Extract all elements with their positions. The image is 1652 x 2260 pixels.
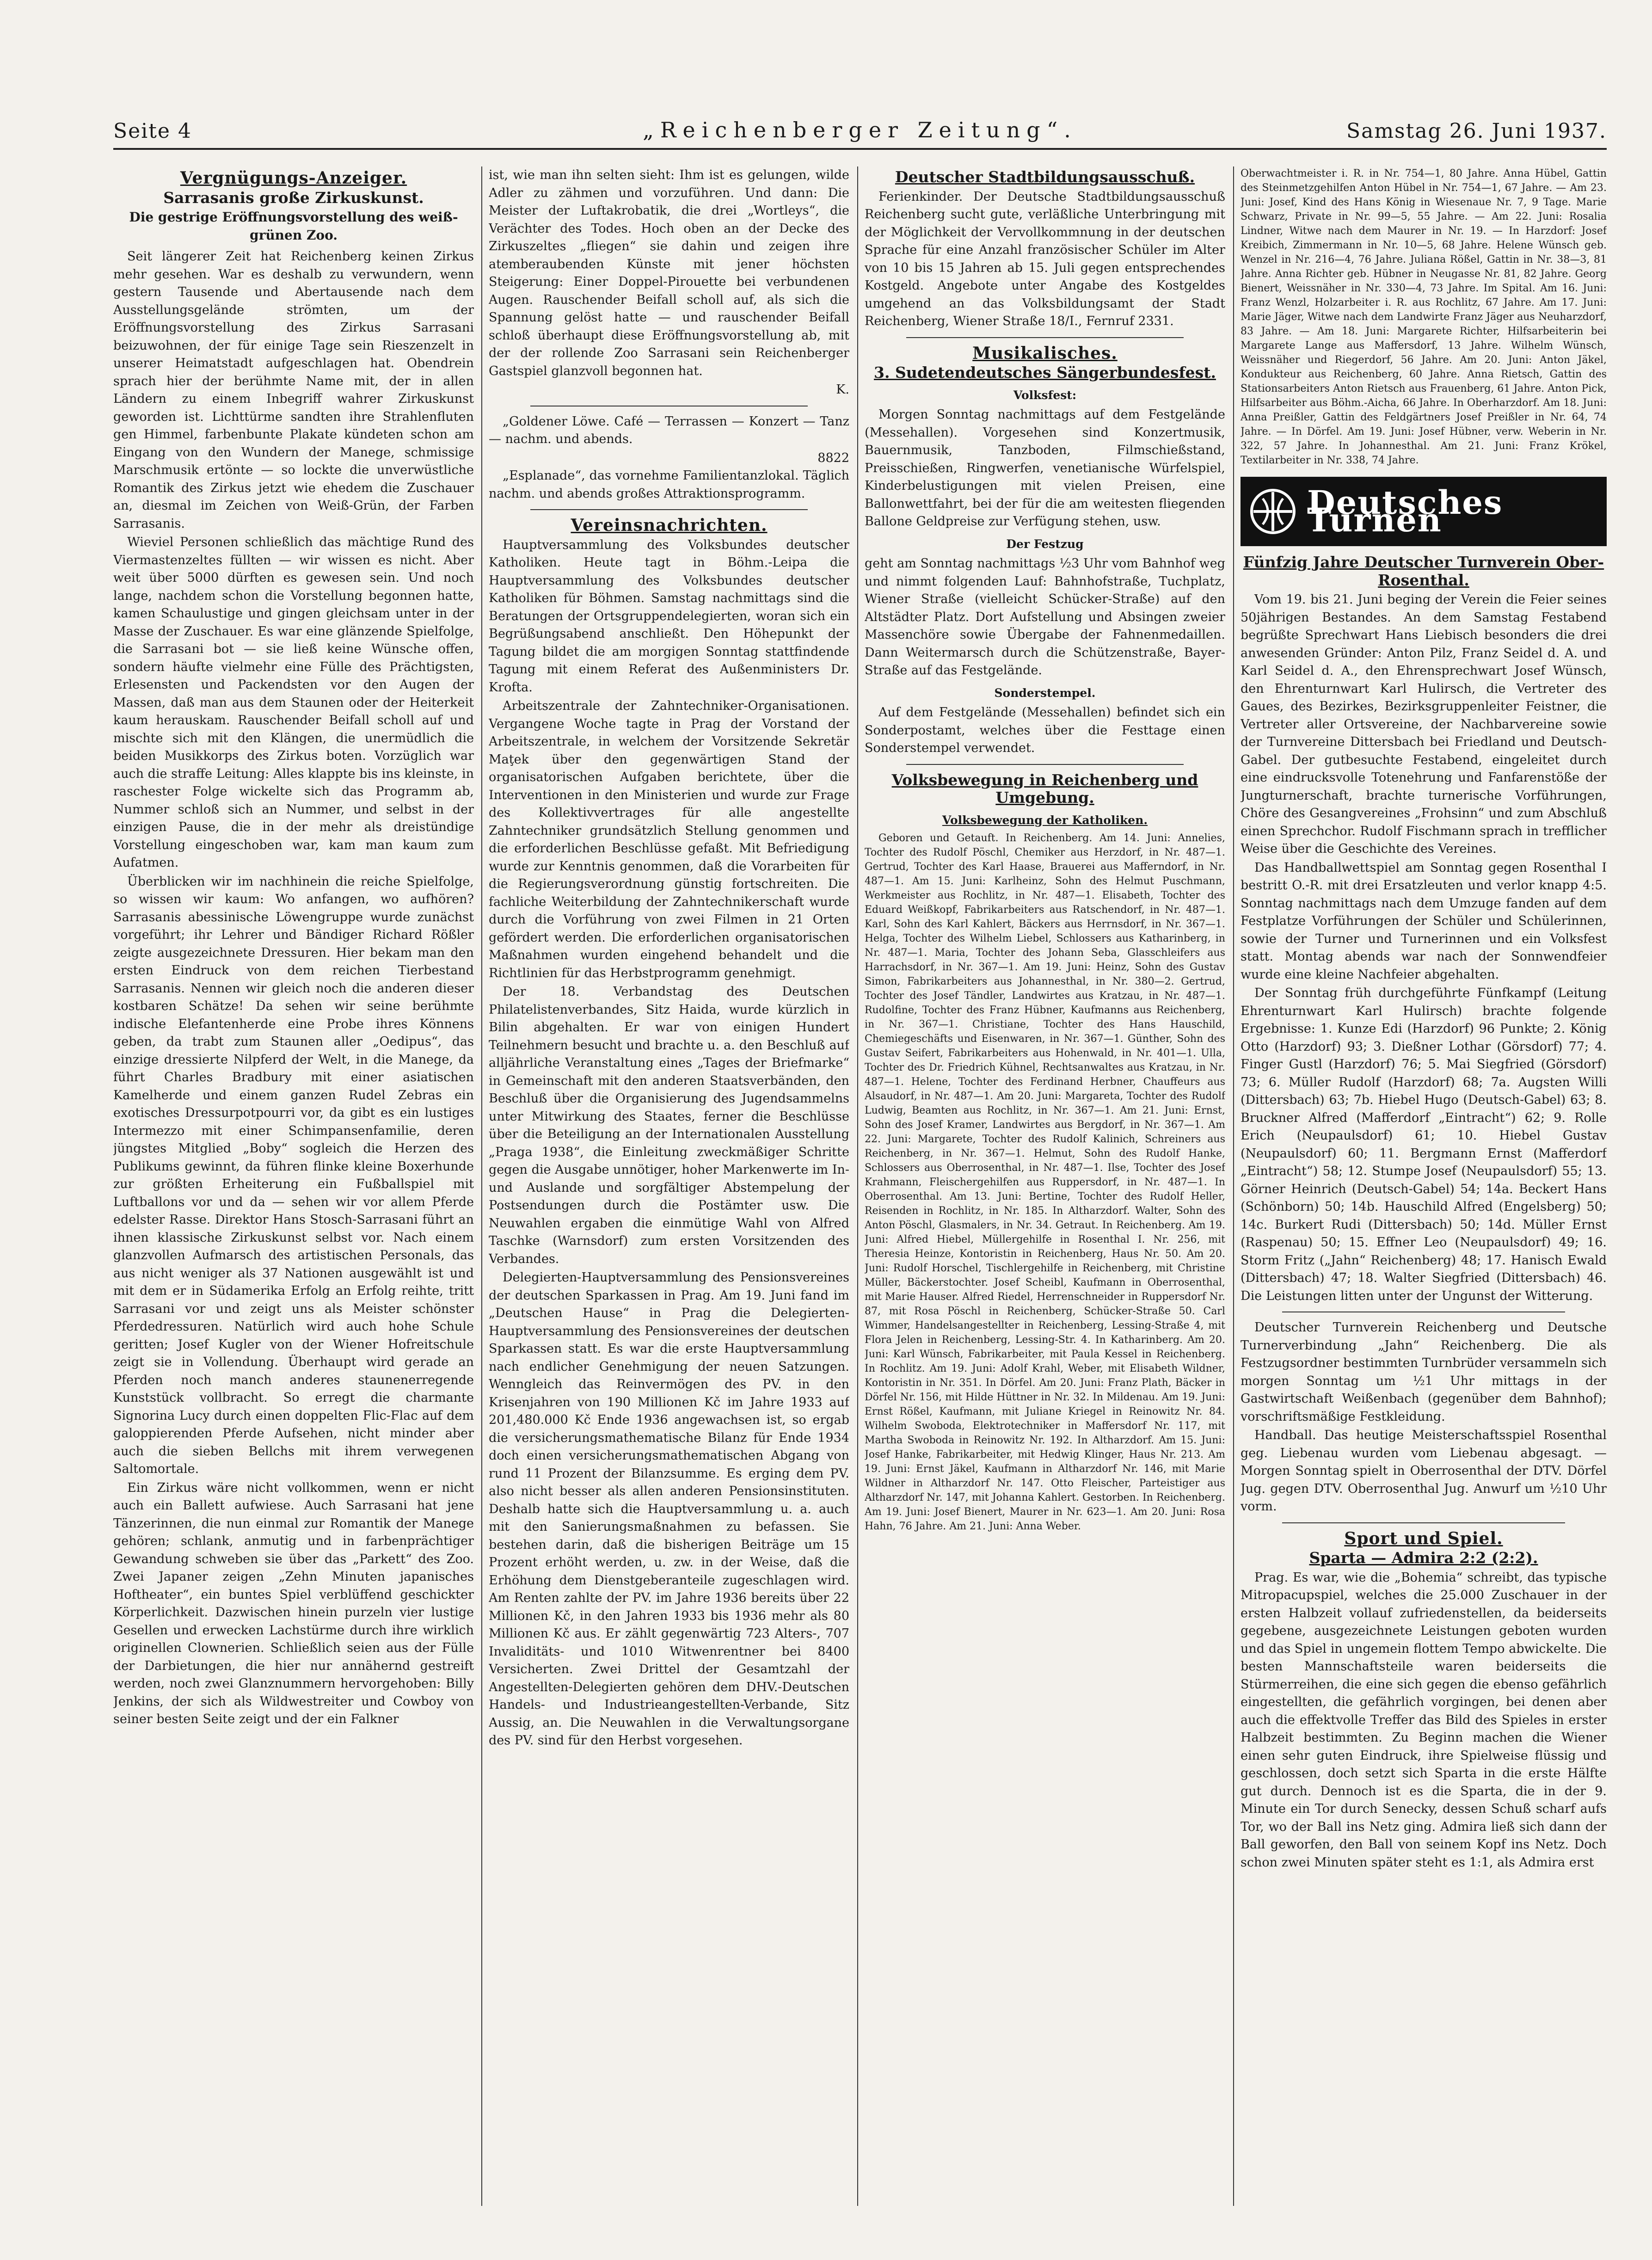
- article-paragraph: Der 18. Verbandstag des Deutschen Philatelistenverbandes, Sitz Haida, wurde kürzlich in Bilin abgehalten. Er war von einigen Hundert Teilnehmern besucht und brachte u. a. den Beschluß auf alljährliche Veranstaltung eines „Tages der Briefmarke“ in Gemeinschaft mit den anderen Staatsverbänden, den Beschluß über die Organisierung des Jugendsammelns unter Mitwirkung des Staates, ferner die Beschlüsse über die Beteiligung an der Internationalen Ausstellung „Praga 1938“, die Einleitung zweckmäßiger Schritte gegen die Ausgabe unnötiger, hoher Markenwerte im In- und Auslande und sorgfältiger Abstempelung der Postsendungen durch die Postämter usw. Die Neuwahlen ergaben die einmütige Wahl von Alfred Taschke (Warnsdorf) zum ersten Vorsitzenden des Verbandes.: [489, 985, 849, 1266]
- page-number: Seite 4: [113, 119, 192, 143]
- issue-date: Samstag 26. Juni 1937.: [1346, 119, 1607, 143]
- advertisement: „Goldener Löwe. Café — Terrassen — Konzert — Tanz — nachm. und abends.: [489, 414, 849, 446]
- ad-number: 8822: [817, 450, 849, 465]
- column-4: [1241, 166, 1607, 2206]
- article-paragraph: Das Handballwettspiel am Sonntag gegen Rosenthal I bestritt O.-R. mit drei Ersatzleuten und verlor knapp 4:5. Sonntag nachmittags nach dem Umzuge fanden auf dem Festplatze Vorführungen der Schüler und Schülerinnen, sowie der Turner und Turnerinnen und ein Volksfest statt. Montag abends war nach der Sonnwendfeier wurde eine kleine Nachfeier abgehalten.: [1241, 860, 1607, 982]
- separator: [530, 509, 808, 510]
- article-paragraph: Vom 19. bis 21. Juni beging der Verein die Feier seines 50jährigen Bestandes. An dem Samstag Festabend begrüßte Sprechwart Hans Liebisch besonders die drei anwesenden Gründer: Anton Pilz, Franz Seidel d. A. und Karl Seidel d. A., den Ehrensprechwart Josef Wünsch, den Ehrenturnwart Karl Hulirsch, die Vertreter des Gaues, des Bezirkes, Bezirksgruppenleiter Feistner, die Vertreter aller Ortsvereine, der Nachbarvereine sowie der Turnvereine Dittersbach bei Friedland und Deutsch-Gabel. Der gutbesuchte Festabend, eingeleitet durch eine eindrucksvolle Totenehrung und Fanfarenstöße der Jungturnerschaft, brachte turnerische Vorführungen, Chöre des Gesangvereines „Frohsinn“ und zum Abschluß einen Sprechchor. Rudolf Fischmann sprach in trefflicher Weise über die Geschichte des Vereines.: [1241, 592, 1607, 856]
- separator: [906, 337, 1184, 338]
- advertisement: „Esplanade“, das vornehme Familientanzlokal. Täglich nachm. und abends großes Attraktionsprogramm.: [489, 468, 849, 501]
- column-divider: [481, 166, 482, 2206]
- article-paragraph: Prag. Es war, wie die „Bohemia“ schreibt, das typische Mitropacupspiel, welches die 25.000 Zuschauer in der ersten Halbzeit vollauf zufriedenstellen, da beiderseits gegebene, ausgezeichnete Leistungen geboten wurden und das Spiel in ungemein flottem Tempo abwickelte. Die besten Mannschaftsteile waren beiderseits die Stürmerreihen, die eine sich gegen die ebenso gefährlich eingestellten, die gefährlich vorgingen, bei denen aber auch die effektvolle Treffer das Bild des Spieles in erster Halbzeit bestimmten. Zu Beginn machen die Wiener einen sehr guten Eindruck, ihre Spielweise flüssig und geschlossen, doch setzt sich Sparta in die erste Hälfte gut durch. Dennoch ist es die Sparta, die in der 9. Minute ein Tor durch Senecky, dessen Schuß scharf aufs Tor, wo der Ball ins Netz ging. Admira ließ sich dann der Ball geworfen, den Ball von seinem Kopf ins Netz. Doch schon zwei Minuten später steht es 1:1, als Admira erst: [1241, 1570, 1607, 1870]
- article-paragraph: geht am Sonntag nachmittags ½3 Uhr vom Bahnhof weg und nimmt folgenden Lauf: Bahnhofstraße, Tuchplatz, Wiener Straße (vielleicht Schücker-Straße) auf den Altstädter Platz. Dort Aufstellung und Absingen zweier Massenchöre sowie Übergabe der Fahnenmedaillen. Dann Weitermarsch durch die Schützenstraße, Bayer-Straße auf das Festgelände.: [865, 556, 1225, 677]
- column-1: [113, 166, 474, 2206]
- column-2: [489, 166, 849, 2206]
- section-heading: Sport und Spiel.: [1344, 1528, 1503, 1548]
- author-signature: K.: [836, 382, 849, 397]
- article-paragraph: Ein Zirkus wäre nicht vollkommen, wenn er nicht auch ein Ballett aufwiese. Auch Sarrasani hat jene Tänzerinnen, die nun einmal zur Romantik der Manege gehören; schlank, anmutig und in farbenprächtiger Gewandung schweben sie über das „Parkett“ des Zoo. Zwei Japaner zeigen „Zehn Minuten japanisches Hoftheater“, ein buntes Spiel verblüffend geschickter Körperlichkeit. Dazwischen hinein purzeln vier lustige Gesellen und erwecken Lachstürme durch ihre wirklich originellen Clownerien. Schließlich seien aus der Fülle der Darbietungen, die hier nur annähernd gestreift werden, noch zwei Glanznummern hervorgehoben: Billy Jenkins, der sich als Wildwestreiter und Cowboy von seiner besten Seite zeigt und der ein Falkner: [113, 1480, 474, 1726]
- article-paragraph: Morgen Sonntag nachmittags auf dem Festgelände (Messehallen). Vorgesehen sind Konzertmusik, Bauernmusik, Tanzboden, Filmschießstand, Preisschießen, Ringwerfen, venetianische Würfelspiel, Kinderbelustigungen mit vielen Preisen, eine Ballonwettfahrt, bei der für die am weitesten fliegenden Ballone Geldpreise zur Verfügung stehen, usw.: [865, 407, 1225, 529]
- newspaper-page: [113, 116, 1607, 2206]
- page-header: [113, 116, 1607, 150]
- article-paragraph: Der Sonntag früh durchgeführte Fünfkampf (Leitung Ehrenturnwart Karl Hulirsch) brachte folgende Ergebnisse: 1. Kunze Edi (Harzdorf) 96 Punkte; 2. König Otto (Harzdorf) 93; 3. Dießner Lothar (Görsdorf) 77; 4. Finger Gustl (Harzdorf) 76; 5. Mai Siegfried (Görsdorf) 73; 6. Müller Rudolf (Harzdorf) 68; 7a. Augsten Willi (Dittersbach) 63; 7b. Hiebel Hugo (Deutsch-Gabel) 63; 8. Bruckner Alfred (Mafferdorf „Eintracht“) 62; 9. Rolle Erich (Neupaulsdorf) 61; 10. Hiebel Gustav (Neupaulsdorf) 60; 11. Bergmann Ernst (Mafferdorf „Eintracht“) 58; 12. Stumpe Josef (Neupaulsdorf) 55; 13. Görner Heinrich (Deutsch-Gabel) 54; 14a. Beckert Hans (Schönborn) 50; 14b. Hauschild Alfred (Engelsberg) 50; 14c. Burkert Rudi (Dittersbach) 50; 14d. Müller Ernst (Raspenau) 50; 15. Effner Leo (Neupaulsdorf) 49; 16. Storm Fritz („Jahn“ Reichenberg) 48; 17. Hanisch Ewald (Dittersbach) 47; 18. Walter Siegfried (Dittersbach) 46. Die Leistungen litten unter der Ungunst der Witterung.: [1241, 986, 1607, 1303]
- subheading: Volksbewegung der Katholiken.: [942, 813, 1148, 827]
- column-divider: [1233, 166, 1234, 2206]
- article-paragraph: Arbeitszentrale der Zahntechniker-Organisationen. Vergangene Woche tagte in Prag der Vorstand der Arbeitszentrale, in welchem der Vorsitzende Sekretär Maţek über den gegenwärtigen Stand der organisatorischen Aufgaben berichtete, über die Interventionen in den Ministerien und wurde zur Frage des Kollektivvertrages für alle angestellte Zahntechniker grundsätzlich Stellung genommen und die erforderlichen Beschlüsse gefaßt. Mit Befriedigung wurde zur Kenntnis genommen, daß die Vorarbeiten für die Regierungsverordnung günstig fortschreiten. Die fachliche Weiterbildung der Zahntechnikerschaft wurde durch die Vorführung von zwei Filmen in 21 Orten gefördert werden. Die erforderlichen organisatorischen Maßnahmen wurden eingehend behandelt und die Richtlinien für das Herbstprogramm genehmigt.: [489, 699, 849, 980]
- article-paragraph: Seit längerer Zeit hat Reichenberg keinen Zirkus mehr gesehen. War es deshalb zu verwundern, wenn gestern Tausende und Abertausende nach dem Ausstellungsgelände strömten, um der Eröffnungsvorstellung des Zirkus Sarrasani beizuwohnen, der für einige Tage sein Rieszenzelt in unserer Heimatstadt aufgeschlagen hat. Obendrein sprach hier der berühmte Name mit, der in allen Ländern zu einem Inbegriff wahrer Zirkuskunst geworden ist. Lichttürme sandten ihre Strahlenfluten gen Himmel, farbenbunte Plakate kündeten schon am Eingang von den Wundern der Manege, schmissige Marschmusik ertönte — so lockte die unverwüstliche Romantik des Zirkus jetzt wie ehedem die Zuschauer an, diesmal im Zeichen von Weiß-Grün, der Farben Sarrasanis.: [113, 249, 474, 531]
- section-banner: [1241, 477, 1607, 546]
- article-paragraph: Überblicken wir im nachhinein die reiche Spielfolge, so wissen wir kaum: Wo anfangen, wo aufhören? Sarrasanis abessinische Löwengruppe wurde zunächst vorgeführt; ihr Lehrer und Bändiger Richard Rößler zeigte ausgezeichnete Dressuren. Hier bekam man den ersten Eindruck von dem reichen Tierbestand Sarrasanis. Nennen wir gleich noch die anderen dieser kostbaren Schätze! Da sehen wir seine berühmte indische Elefantenherde eine Probe ihres Könnens geben, da trabt zum Staunen aller „Oedipus“, das einzige dressierte Nilpferd der Welt, in die Manege, da führt Charles Bradbury mit einer asiatischen Kamelherde und einem ganzen Rudel Zebras ein exotisches Dressurpotpourri vor, da gibt es ein lustiges Intermezzo mit einer Schimpansenfamilie, deren jüngstes Mitglied „Boby“ sogleich die Herzen des Publikums gewinnt, da führen flinke kleine Boxerhunde zur größten Erheiterung ein Fußballspiel mit Luftballons vor und da — sehen wir vor allem Pferde edelster Rasse. Direktor Hans Stosch-Sarrasani führt an ihnen klassische Zirkuskunst selbst vor. Nach einem glanzvollen Aufmarsch des artistischen Personals, das aus nicht weniger als 37 Nationen ausgewählt ist und mit dem er in Südamerika Erfolg an Erfolg reihte, tritt Sarrasani vor und zeigt uns als Meister schönster Pferdedressuren. Natürlich wird auch hohe Schule geritten; Josef Kugler von der Wiener Hofreitschule zeigt sie in Vollendung. Überhaupt wird gerade an Pferden noch manch anderes staunenerregende Kunststück vollbracht. So erregt die charmante Signorina Lucy durch einen doppelten Flic-Flac auf dem galoppierenden Pferde Aufsehen, nicht minder aber auch die sieben Bellchs mit ihrem verwegenen Saltomortale.: [113, 874, 474, 1476]
- article-paragraph: Wieviel Personen schließlich das mächtige Rund des Viermastenzeltes füllten — wir wissen es nicht. Aber weit über 5000 dürften es gewesen sein. Und noch lange, nachdem schon die Vorstellung begonnen hatte, kamen Schaulustige und gingen gleichsam unter in der Masse der Zuschauer. Es war eine glänzende Spielfolge, die Sarrasani bot — sie ließ keine Wünsche offen, sondern häufte vielmehr eine Fülle des Prächtigsten, Erlesensten und Packendsten vor den Augen der Massen, daß man aus dem Staunen oder der Heiterkeit kaum herauskam. Rauschender Beifall scholl auf und mischte sich mit den Klängen, die unermüdlich die beiden Musikkorps des Zirkus boten. Vorzüglich war auch die straffe Leitung: Alles klappte bis ins kleinste, in raschester Folge wickelte sich das Programm ab, Nummer schloß sich an Nummer, und selbst in der einzigen Pause, die in der mehr als dreistündige Vorstellung eingeschoben war, kam man kaum zum Aufatmen.: [113, 535, 474, 870]
- registry-listing: Geboren und Getauft. In Reichenberg. Am 14. Juni: Annelies, Tochter des Rudolf Pöschl, Chemiker aus Herzdorf, in Nr. 487—1. Gertrud, Tochter des Karl Haase, Brauerei aus Mafferndorf, in Nr. 487—1. Am 15. Juni: Karlheinz, Sohn des Helmut Puschmann, Werkmeister aus Rochlitz, in Nr. 487—1. Elisabeth, Tochter des Eduard Weißkopf, Fabrikarbeiters aus Ratschendorf, in Nr. 487—1. Karl, Sohn des Karl Kahlert, Bäckers aus Herrnsdorf, in Nr. 367—1. Helga, Tochter des Wilhelm Liebel, Schlossers aus Katharinberg, in Nr. 487—1. Maria, Tochter des Johann Seba, Glasschleifers aus Harrachsdorf, in Nr. 367—1. Am 19. Juni: Heinz, Sohn des Gustav Simon, Fabrikarbeiters aus Johannesthal, in Nr. 380—2. Gertrud, Tochter des Josef Tändler, Landwirtes aus Kratzau, in Nr. 487—1. Rudolfine, Tochter des Franz Hübner, Kaufmanns aus Reichenberg, in Nr. 367—1. Christiane, Tochter des Hans Hauschild, Chemiegeschäfts und Eisenwaren, in Nr. 367—1. Günther, Sohn des Gustav Seifert, Fabrikarbeiters aus Hohenwald, in Nr. 401—1. Ulla, Tochter des Dr. Friedrich Kühnel, Rechtsanwaltes aus Kratzau, in Nr. 487—1. Helene, Tochter des Ferdinand Herbner, Chauffeurs aus Alsaudorf, in Nr. 487—1. Am 20. Juni: Margareta, Tochter des Rudolf Ludwig, Beamten aus Rochlitz, in Nr. 367—1. Am 21. Juni: Ernst, Sohn des Josef Kramer, Landwirtes aus Bergdorf, in Nr. 367—1. Am 22. Juni: Margarete, Tochter des Rudolf Kalinich, Schreiners aus Reichenberg, in Nr. 367—1. Helmut, Sohn des Rudolf Hanke, Schlossers aus Oberrosenthal, in Nr. 487—1. Ilse, Tochter des Josef Krahmann, Fleischergehilfen aus Ruppersdorf, in Nr. 487—1. In Oberrosenthal. Am 13. Juni: Bertine, Tochter des Rudolf Heller, Reisenden in Rochlitz, in Nr. 185. In Altharzdorf. Walter, Sohn des Anton Pöschl, Glasmalers, in Nr. 34. Getraut. In Reichenberg. Am 19. Juni: Alfred Hiebel, Müllergehilfe in Rosenthal I. Nr. 256, mit Theresia Heinze, Kontoristin in Reichenberg, Haus Nr. 50. Am 20. Juni: Rudolf Horschel, Tischlergehilfe in Reichenberg, mit Christine Müller, Bäckerstochter. Josef Scheibl, Kaufmann in Oberrosenthal, mit Marie Hauser. Alfred Riedel, Herrenschneider in Ruppersdorf Nr. 87, mit Rosa Pöschl in Reichenberg, Schücker-Straße 50. Carl Wimmer, Handelsangestellter in Reichenberg, Lessing-Straße 4, mit Flora Jelen in Reichenberg, Lessing-Str. 4. In Katharinberg. Am 20. Juni: Karl Wünsch, Fabrikarbeiter, mit Paula Kessel in Reichenberg. In Rochlitz. Am 19. Juni: Adolf Krahl, Weber, mit Elisabeth Wildner, Kontoristin in Nr. 351. In Dörfel. Am 20. Juni: Franz Plath, Bäcker in Dörfel Nr. 156, mit Hilde Hüttner in Nr. 32. In Mildenau. Am 19. Juni: Ernst Rößel, Kaufmann, mit Juliane Kriegel in Reinowitz Nr. 84. Wilhelm Swoboda, Elektrotechniker in Maffersdorf Nr. 117, mit Martha Swoboda in Reinowitz Nr. 192. In Altharzdorf. Am 15. Juni: Josef Hanke, Fabrikarbeiter, mit Hedwig Klinger, Haus Nr. 213. Am 19. Juni: Ernst Jäkel, Kaufmann in Altharzdorf Nr. 146, mit Marie Wildner in Altharzdorf Nr. 147. Otto Fleischer, Parteistiger aus Altharzdorf Nr. 147, mit Johanna Kahlert. Gestorben. In Reichenberg. Am 19. Juni: Josef Bienert, Maurer in Nr. 623—1. Am 20. Juni: Rosa Hahn, 76 Jahre. Am 21. Juni: Anna Weber.: [865, 832, 1225, 1532]
- article-headline: Sarrasanis große Zirkuskunst.: [163, 188, 424, 207]
- section-heading: Deutscher Stadtbildungsausschuß.: [895, 168, 1195, 186]
- section-heading: Vergnügungs-Anzeiger.: [180, 168, 407, 188]
- subheading: Volksfest:: [1013, 388, 1077, 402]
- separator: [1282, 1522, 1565, 1523]
- article-paragraph: Hauptversammlung des Volksbundes deutscher Katholiken. Heute tagt in Böhm.-Leipa die Hauptversammlung des Volksbundes deutscher Katholiken für Böhmen. Samstag nachmittags sind die Beratungen der Ortsgruppendelegierten, woran sich ein Begrüßungsabend anschließt. Den Höhepunkt der Tagung bildet die am morgigen Sonntag stattfindende Tagung mit einem Referat des Außenministers Dr. Krofta.: [489, 537, 849, 695]
- subheading: Der Festzug: [1006, 537, 1084, 551]
- section-heading: Musikalisches.: [972, 343, 1118, 363]
- article-paragraph: Deutscher Turnverein Reichenberg und Deutsche Turnerverbindung „Jahn“ Reichenberg. Die als Festzugsordner bestimmten Turnbrüder versammeln sich morgen Sonntag um ½1 Uhr mittags in der Gastwirtschaft Weißenbach (gegenüber dem Bahnhof); vorschriftsmäßige Festkleidung.: [1241, 1320, 1607, 1424]
- column-3: [865, 166, 1225, 2206]
- separator: [906, 764, 1184, 765]
- article-paragraph: Handball. Das heutige Meisterschaftsspiel Rosenthal geg. Liebenau wurden vom Liebenau abgesagt. — Morgen Sonntag spielt in Oberrosenthal der DTV. Dörfel Jug. gegen DTV. Oberrosenthal Jug. Anwurf um ½10 Uhr vorm.: [1241, 1428, 1607, 1514]
- article-headline: Fünfzig Jahre Deutscher Turnverein Ober-Rosenthal.: [1243, 553, 1604, 589]
- article-paragraph: Delegierten-Hauptversammlung des Pensionsvereines der deutschen Sparkassen in Prag. Am 19. Juni fand im „Deutschen Hause“ in Prag die Delegierten-Hauptversammlung des Pensionsvereines der deutschen Sparkassen statt. Es war die erste Hauptversammlung nach endlicher Genehmigung der neuen Satzungen. Wenngleich das Reinvermögen des PV. in den Krisenjahren von 190 Millionen Kč im Jahre 1933 auf 201,480.000 Kč Ende 1936 angewachsen ist, so ergab die versicherungsmathematische Bilanz für Ende 1934 doch einen versicherungsmathematischen Abgang von rund 11 Prozent der Bilanzsumme. Es erging dem PV. also nicht besser als allen anderen Pensionsinstituten. Deshalb hatte sich die Hauptversammlung u. a. auch mit den Sanierungsmaßnahmen zu befassen. Sie bestehen darin, daß die bisherigen Beiträge um 15 Prozent erhöht werden, u. zw. in der Weise, daß die Erhöhung dem Dienstgeberanteile zugeschlagen wird. Am Renten zahlte der PV. im Jahre 1936 bereits über 22 Millionen Kč, in den Jahren 1933 bis 1936 mehr als 80 Millionen Kč aus. Er zählt gegenwärtig 723 Alters-, 707 Invaliditäts- und 1010 Witwenrentner bei 8400 Versicherten. Zwei Drittel der Gesamtzahl der Angestellten-Delegierten gehören dem DHV.-Deutschen Handels- und Industrieangestellten-Verbande, Sitz Aussig, an. Die Neuwahlen in die Verwaltungsorgane des PV. sind für den Herbst vorgesehen.: [489, 1270, 849, 1748]
- article-headline: 3. Sudetendeutsches Sängerbundesfest.: [874, 363, 1216, 382]
- column-divider: [857, 166, 858, 2206]
- registry-listing: Oberwachtmeister i. R. in Nr. 754—1, 80 Jahre. Anna Hübel, Gattin des Steinmetzgehilfen Anton Hübel in Nr. 754—1, 67 Jahre. — Am 23. Juni: Josef, Kind des Hans König in Wiesenaue Nr. 7, 9 Tage. Marie Schwarz, Private in Nr. 99—5, 55 Jahre. — Am 22. Juni: Rosalia Lindner, Witwe nach dem Maurer in Nr. 19. — In Harzdorf: Josef Kreibich, Zimmermann in Nr. 10—5, 68 Jahre. Helene Wünsch geb. Wenzel in Nr. 216—4, 76 Jahre. Juliana Rößel, Gattin in Nr. 38—3, 81 Jahre. Anna Richter geb. Hübner in Neugasse Nr. 81, 82 Jahre. Georg Bienert, Weissnäher in Nr. 330—4, 73 Jahre. Im Spital. Am 16. Juni: Franz Wenzl, Holzarbeiter i. R. aus Rochlitz, 67 Jahre. Am 17. Juni: Marie Jäger, Witwe nach dem Landwirte Franz Jäger aus Neuharzdorf, 83 Jahre. — Am 18. Juni: Margarete Richter, Hilfsarbeiterin bei Margarete Lange aus Maffersdorf, 13 Jahre. Wilhelm Wünsch, Weissnäher und Riegerdorf, 56 Jahre. Am 20. Juni: Anton Jäkel, Kondukteur aus Reichenberg, 60 Jahre. Anna Rietsch, Gattin des Stationsarbeiters Anton Rietsch aus Frauenberg, 61 Jahre. Anton Pick, Hilfsarbeiter aus Böhm.-Aicha, 66 Jahre. In Oberharzdorf. Am 18. Juni: Anna Preißler, Gattin des Feldgärtners Josef Preißler in Nr. 64, 74 Jahre. — In Dörfel. Am 19. Juni: Josef Hübner, verw. Weberin in Nr. 322, 57 Jahre. In Johannesthal. Am 21. Juni: Franz Krökel, Textilarbeiter in Nr. 338, 74 Jahre.: [1241, 168, 1607, 466]
- turner-cross-icon: [1250, 488, 1296, 535]
- article-subhead: Die gestrige Eröffnungsvorstellung des weiß-grünen Zoo.: [129, 209, 458, 243]
- article-paragraph: Ferienkinder. Der Deutsche Stadtbildungsausschuß Reichenberg sucht gute, verläßliche Unterbringung mit der Möglichkeit der Vervollkommnung in der deutschen Sprache für eine Anzahl französischer Schüler im Alter von 10 bis 15 Jahren ab 15. Juli gegen entsprechendes Kostgeld. Angebote unter Angabe des Kostgeldes umgehend an das Volksbildungsamt der Stadt Reichenberg, Wiener Straße 18/I., Fernruf 2331.: [865, 189, 1225, 328]
- section-heading: Vereinsnachrichten.: [571, 516, 768, 535]
- subheading: Sonderstempel.: [994, 686, 1096, 700]
- newspaper-title: „Reichenberger Zeitung“.: [643, 117, 1077, 142]
- banner-title: Deutsches Turnen: [1307, 483, 1503, 539]
- article-paragraph: ist, wie man ihn selten sieht: Ihm ist es gelungen, wilde Adler zu zähmen und vorzuführen. Und dann: Die Meister der Luftakrobatik, die drei „Wortleys“, die Verächter des Todes. Hoch oben an der Decke des Zirkuszeltes „fliegen“ sie dahin und zeigen ihre atemberaubenden Künste mit jener höchsten Steigerung: Einer Doppel-Pirouette bei verbundenen Augen. Rauschender Beifall scholl auf, als sich die Spannung gelöst hatte — und rauschender Beifall schloß überhaupt diese Eröffnungsvorstellung ab, mit der der rollende Zoo Sarrasani sein Reichenberger Gastspiel glanzvoll begonnen hat.: [489, 168, 849, 378]
- section-heading: Volksbewegung in Reichenberg und Umgebung.: [891, 770, 1198, 807]
- article-headline: Sparta — Admira 2:2 (2:2).: [1309, 1549, 1538, 1567]
- article-paragraph: Auf dem Festgelände (Messehallen) befindet sich ein Sonderpostamt, welches über die Festtage einen Sonderstempel verwendet.: [865, 705, 1225, 755]
